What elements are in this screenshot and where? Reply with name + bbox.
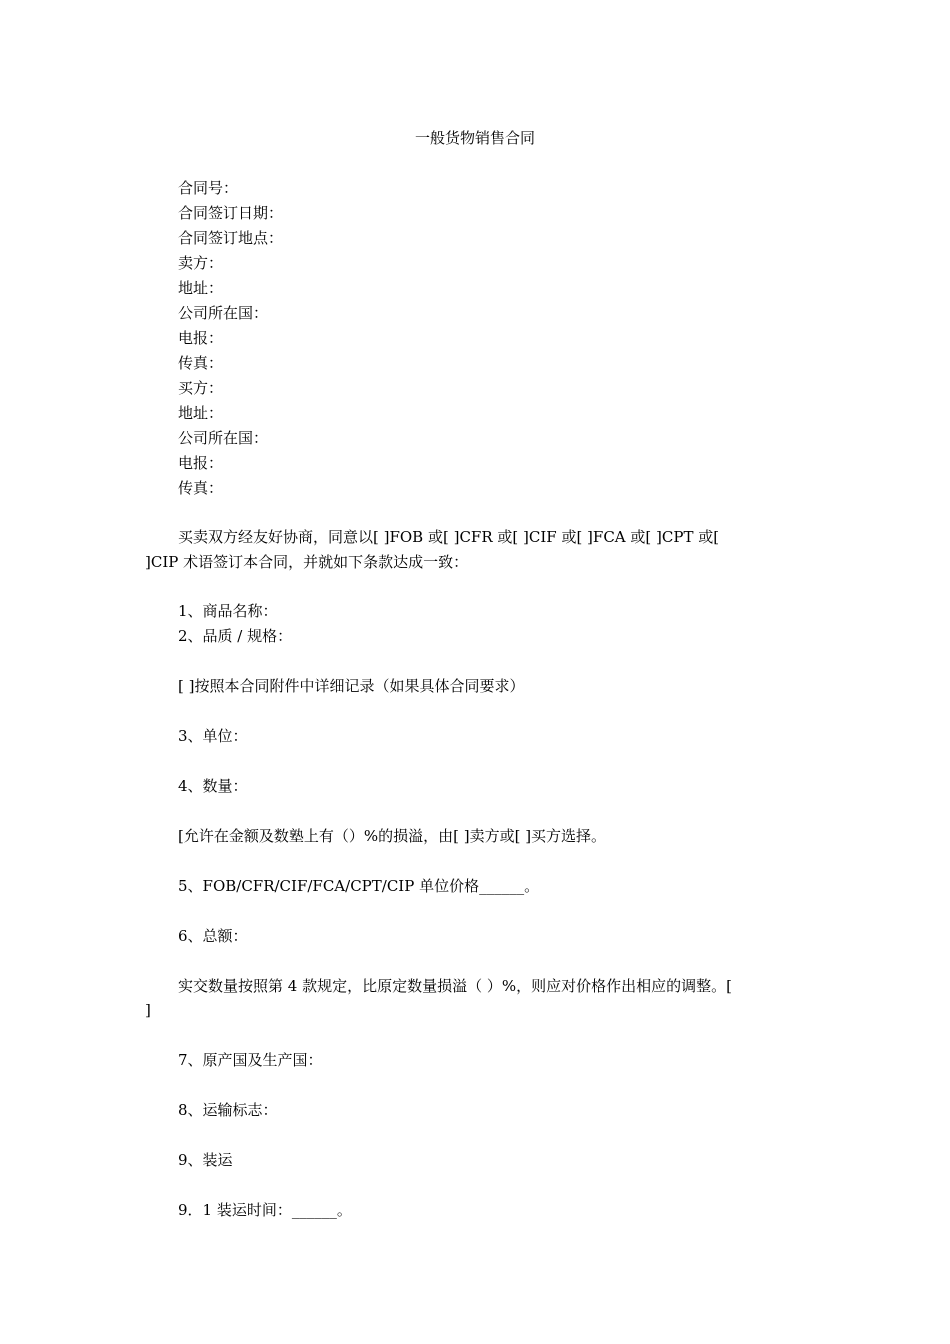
clause-shipment-time: 9．1 装运时间：______。: [178, 1201, 352, 1219]
clause-shipping-marks: 8、运输标志：: [178, 1101, 278, 1119]
clause-origin-country: 7、原产国及生产国：: [178, 1051, 323, 1069]
field-signing-date: 合同签订日期：: [178, 204, 284, 222]
field-contract-number: 合同号：: [178, 179, 239, 197]
document-title: 一般货物销售合同: [414, 129, 535, 147]
clause-unit: 3、单位：: [178, 727, 248, 745]
field-buyer: 买方：: [178, 379, 224, 397]
clause-quantity-note: [允许在金额及数塾上有（）%的损溢，由[ ]卖方或[ ]买方选择。: [178, 827, 607, 845]
field-signing-place: 合同签订地点：: [178, 229, 284, 247]
intro-paragraph-line: 买卖双方经友好协商，同意以[ ]FOB 或[ ]CFR 或[ ]CIF 或[ ]FCA 或[ ]CPT 或[: [178, 528, 720, 546]
clause-unit-price: 5、FOB/CFR/CIF/FCA/CPT/CIP 单位价格______。: [178, 877, 540, 895]
clause-amount-note-line: 实交数量按照第 4 款规定，比原定数量损溢（ ）%，则应对价格作出相应的调整。[: [178, 977, 732, 995]
field-seller: 卖方：: [178, 254, 224, 272]
field-buyer-country: 公司所在国：: [178, 429, 269, 447]
clause-total-amount: 6、总额：: [178, 927, 248, 945]
clause-shipment: 9、装运: [178, 1151, 233, 1169]
field-seller-fax: 传真：: [178, 354, 224, 372]
clause-quality-option: [ ]按照本合同附件中详细记录（如果具体合同要求）: [178, 677, 525, 695]
clause-product-name: 1、商品名称：: [178, 602, 278, 620]
field-seller-telegram: 电报：: [178, 329, 224, 347]
clause-quality-spec: 2、品质 / 规格：: [178, 627, 293, 645]
field-seller-address: 地址：: [178, 279, 224, 297]
clause-quantity: 4、数量：: [178, 777, 248, 795]
clause-amount-note-line: ]: [145, 1001, 151, 1019]
field-buyer-address: 地址：: [178, 404, 224, 422]
field-seller-country: 公司所在国：: [178, 304, 269, 322]
field-buyer-telegram: 电报：: [178, 454, 224, 472]
intro-paragraph-line: ]CIP 术语签订本合同，并就如下条款达成一致：: [145, 553, 469, 571]
field-buyer-fax: 传真：: [178, 479, 224, 497]
